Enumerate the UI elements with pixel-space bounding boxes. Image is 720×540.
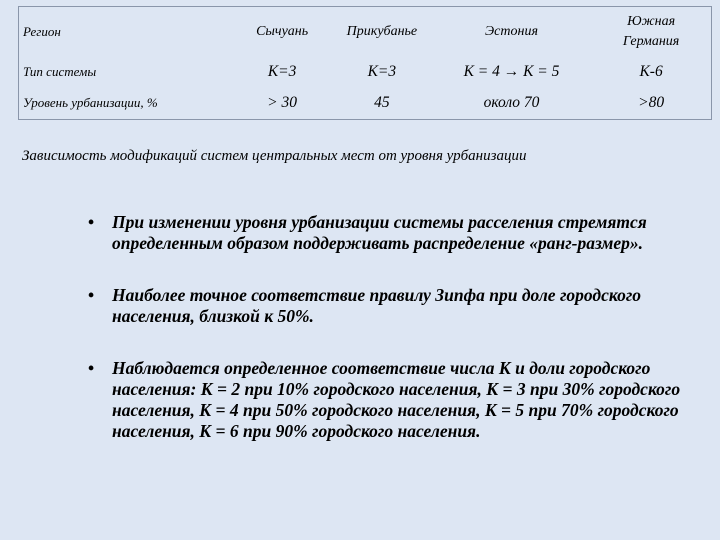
cell-system-type-estonia: К = 4 → К = 5 <box>463 63 560 80</box>
cell-system-type-south-germany: К-6 <box>639 63 663 80</box>
table-row-system-type <box>19 57 711 87</box>
bullet-text-1: При изменении уровня урбанизации системы расселения стремятся определенным образом поддерживать распределение «ранг-размер». <box>112 212 647 253</box>
table-row-urbanization <box>19 87 711 119</box>
cell-system-type-prikubanye: К=3 <box>367 63 397 80</box>
header-label-region: Регион <box>23 24 61 39</box>
cell-urbanization-sichuan: > 30 <box>267 94 298 111</box>
bullet-dot-icon: • <box>88 285 95 305</box>
cell-urbanization-prikubanye: 45 <box>374 94 390 111</box>
header-col-sichuan: Сычуань <box>256 24 309 39</box>
header-col-estonia: Эстония <box>485 24 538 39</box>
bullet-item-3 <box>88 358 688 442</box>
comparison-table <box>18 6 712 120</box>
header-col-prikubanye: Прикубанье <box>346 24 418 39</box>
cell-urbanization-south-germany: >80 <box>638 94 665 111</box>
bullet-text-2: Наиболее точное соответствие правилу Зипфа при доле городского населения, близкой к 50%. <box>112 285 642 326</box>
bullet-dot-icon: • <box>88 358 95 378</box>
header-col-south-germany-text: Южная Германия <box>622 14 680 49</box>
bullet-item-2 <box>88 285 688 327</box>
row-label-urbanization: Уровень урбанизации, % <box>23 95 158 110</box>
bullet-list <box>88 212 688 442</box>
table-caption: Зависимость модификаций систем центральных мест от уровня урбанизации <box>22 148 527 164</box>
bullet-text-3: Наблюдается определенное соответствие числа К и доли городского населения: К = 2 при 10% городского населения, К = 3 при 30% городского населения, К = 4 при 50% городского населения, К = 5 при 70% городского населения, К = 6 при 90% городского населения. <box>112 358 681 441</box>
bullet-item-1 <box>88 212 688 254</box>
header-col-south-germany <box>591 7 711 57</box>
bullet-dot-icon: • <box>88 212 95 232</box>
table-header-row <box>19 7 711 57</box>
row-label-system-type: Тип системы <box>23 64 97 79</box>
cell-urbanization-estonia: около 70 <box>483 94 540 111</box>
cell-system-type-sichuan: К=3 <box>267 63 297 80</box>
